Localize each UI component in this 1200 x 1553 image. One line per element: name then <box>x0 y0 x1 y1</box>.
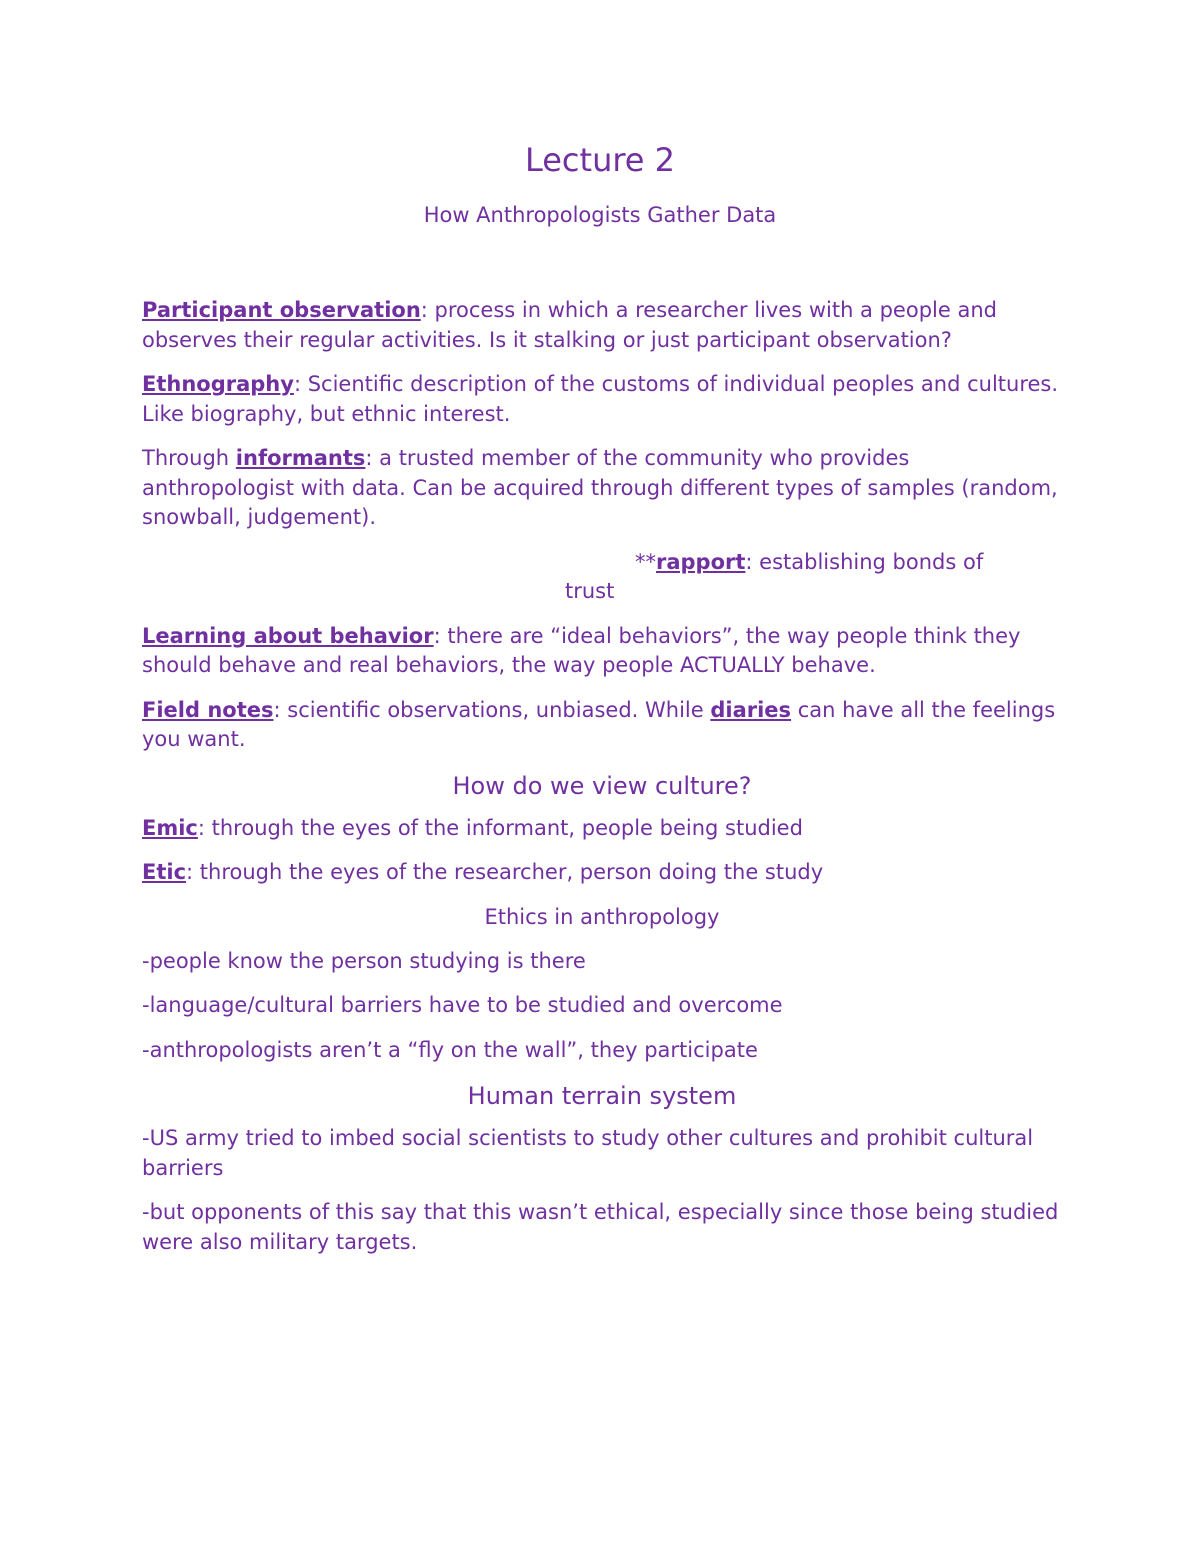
paragraph-informants <box>142 444 1062 533</box>
term-diaries: diaries <box>710 697 792 722</box>
term-learning-behavior: Learning about behavior <box>142 623 434 648</box>
definition-informants: : a trusted member of the community who provides anthropologist with data. Can be acquired through different types of samples (random, snowball, judgement). <box>142 446 1058 529</box>
paragraph-rapport <box>142 548 1062 607</box>
term-emic: Emic <box>142 815 198 840</box>
paragraph-etic <box>142 858 1062 888</box>
list-item-hts-1: -US army tried to imbed social scientists to study other cultures and prohibit cultural barriers <box>142 1126 1034 1180</box>
document-title: Lecture 2 <box>524 141 676 179</box>
term-field-notes: Field notes <box>142 697 274 722</box>
term-ethnography: Ethnography <box>142 372 294 396</box>
term-rapport: rapport <box>656 549 746 574</box>
definition-rapport: : establishing bonds of <box>745 549 984 574</box>
heading-ethics: Ethics in anthropology <box>484 904 720 929</box>
paragraph-emic <box>142 814 1062 844</box>
term-informants: informants <box>235 446 366 470</box>
rapport-prefix: ** <box>635 549 656 574</box>
rapport-line-2: trust <box>565 579 615 603</box>
list-item-ethics-1: -people know the person studying is there <box>142 948 586 973</box>
term-etic: Etic <box>142 860 187 884</box>
informants-prefix: Through <box>142 446 236 470</box>
heading-human-terrain-system: Human terrain system <box>467 1082 737 1110</box>
paragraph-learning-behavior <box>142 622 1062 681</box>
paragraph-participant-observation <box>142 296 1062 355</box>
definition-field-notes: : scientific observations, unbiased. While <box>273 697 711 722</box>
document-subtitle: How Anthropologists Gather Data <box>423 203 777 227</box>
list-item-ethics-2: -language/cultural barriers have to be studied and overcome <box>142 993 783 1017</box>
paragraph-field-notes <box>142 696 1062 755</box>
definition-emic: : through the eyes of the informant, people being studied <box>197 815 803 840</box>
document-body <box>142 296 1062 1272</box>
list-item-hts-2: -but opponents of this say that this wasn’t ethical, especially since those being studied were also military targets. <box>142 1200 1059 1254</box>
definition-ethnography: : Scientific description of the customs of individual peoples and cultures. Like biography, but ethnic interest. <box>142 372 1059 426</box>
rapport-line-1 <box>142 548 1062 578</box>
term-participant-observation: Participant observation <box>142 298 421 322</box>
heading-view-culture: How do we view culture? <box>452 771 752 800</box>
definition-diaries: can have all the feelings you want. <box>142 697 1056 751</box>
definition-participant-observation: : process in which a researcher lives with a people and observes their regular activities. Is it stalking or just participant observation? <box>142 298 997 352</box>
definition-learning-behavior: : there are “ideal behaviors”, the way people think they should behave and real behaviors, the way people ACTUALLY behave. <box>142 623 1021 677</box>
paragraph-ethnography <box>142 370 1062 429</box>
list-item-ethics-3: -anthropologists aren’t a “fly on the wall”, they participate <box>142 1037 758 1062</box>
definition-etic: : through the eyes of the researcher, person doing the study <box>186 860 824 884</box>
